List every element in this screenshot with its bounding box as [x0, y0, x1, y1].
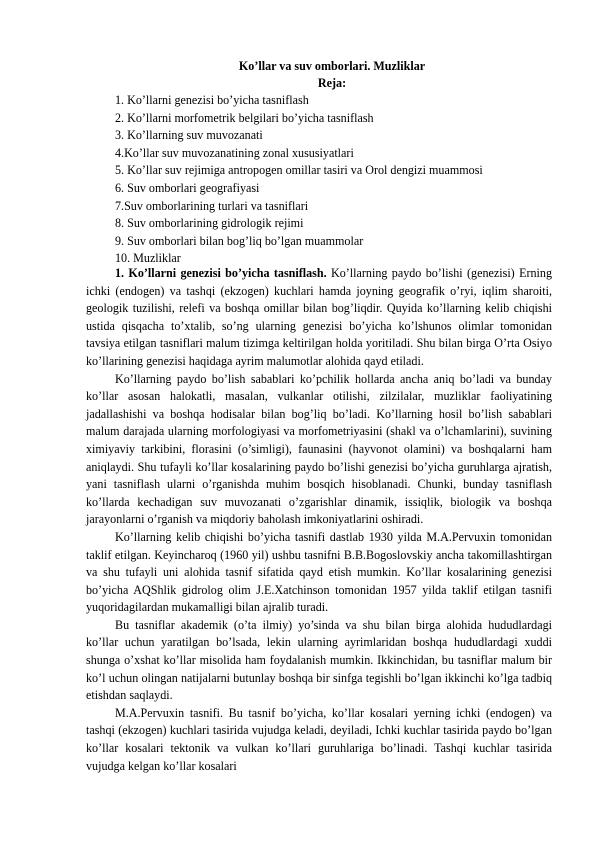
paragraph-text: Ko’llarning paydo bo’lishi (genezisi) Erning ichki (endogen) va tashqi (ekzogen) kuchlari hamda joyning geografik o’ryi, iqlim sharoiti, geologik tuzilishi, relefi va boshqa omillar bilan bog’liqdir. Quyida ko’llarning kelib chiqishi ustida qisqacha to’xtalib, so’ng ularning genezisi bo’yicha ko’lshunos olimlar tomonidan tavsiya etilgan tasniflari malum tizimga keltirilgan holda yoritiladi. Shu bilan birga O’rta Osiyo ko’llarining genezisi haqidaga ayrim malumotlar alohida qayd etiladi.: [86, 266, 552, 368]
plan-heading: Reja:: [317, 76, 347, 90]
document-body: [86, 265, 552, 775]
plan-item: 10. Muzliklar: [115, 251, 181, 266]
plan-item: 2. Ko’llarni morfometrik belgilari bo’yicha tasniflash: [115, 110, 374, 125]
plan-item: 8. Suv omborlarining gidrologik rejimi: [115, 216, 304, 231]
plan-item: 1. Ko’llarni genezisi bo’yicha tasniflash: [115, 93, 309, 107]
plan-item: 5. Ko’llar suv rejimiga antropogen omillar tasiri va Orol dengizi muammosi: [115, 163, 483, 178]
paragraph: [86, 265, 552, 371]
document-title: Ko’llar va suv omborlari. Muzliklar: [238, 59, 426, 73]
plan-item: 3. Ko’llarning suv muvozanati: [115, 128, 263, 143]
paragraph: M.A.Pervuxin tasnifi. Bu tasnif bo’yicha, ko’llar kosalari yerning ichki (endogen) va tashqi (ekzogen) kuchlari tasirida vujudga keladi, deyiladi, Ichki kuchlar tasirida paydo bo’lgan ko’llar kosalari tektonik va vulkan ko’llari guruhlariga bo’linadi. Tashqi kuchlar tasirida vujudga kelgan ko’llar kosalari: [86, 705, 552, 773]
plan-item: 7.Suv omborlarining turlari va tasniflari: [115, 198, 309, 213]
section-heading: 1. Ko’llarni genezisi bo’yicha tasniflash.: [115, 266, 327, 280]
plan-item: 9. Suv omborlari bilan bog’liq bo’lgan muammolar: [115, 233, 364, 248]
plan-item: 6. Suv omborlari geografiyasi: [115, 180, 260, 195]
plan-list: [115, 92, 483, 268]
paragraph: Ko’llarning kelib chiqishi bo’yicha tasnifi dastlab 1930 yilda M.A.Pervuxin tomonidan taklif etilgan. Keyincharoq (1960 yil) ushbu tasnifni B.B.Bogoslovskiy ancha takomillashtirgan va shu tufayli uni alohida tasnif sifatida qayd etish mumkin. Ko’llar kosalarining genezisi bo’yicha AQShlik gidrolog olim J.E.Xatchinson tomonidan 1957 yilda taklif etilgan tasnifi yuqoridagilardan mukamalligi bilan ajralib turadi.: [86, 529, 552, 615]
plan-item: 4.Ko’llar suv muvozanatining zonal xususiyatlari: [115, 145, 354, 160]
paragraph: Ko’llarning paydo bo’lish sabablari ko’pchilik hollarda ancha aniq bo’ladi va bunday ko’llar asosan halokatli, masalan, vulkanlar otilishi, zilzilalar, muzliklar faoliyatining jadallashishi va boshqa hodisalar bilan bog’liq bo’ladi. Ko’llarning hosil bo’lish sabablari malum darajada ularning morfologiyasi va morfometriyasini (shakl va o’lchamlarini), suvining ximiyaviy tarkibini, florasini (o’simligi), faunasini (hayvonot olamini) va boshqalarni ham aniqlaydi. Shu tufayli ko’llar kosalarining paydo bo’lishi genezisi bo’yicha guruhlarga ajratish, yani tasniflash ularni o’rganishda muhim bosqich hisoblanadi. Chunki, bunday tasniflash ko’llarda kechadigan suv muvozanati o’zgarishlar dinamik, issiqlik, biologik va boshqa jarayonlarni o’rganish va miqdoriy baholash imkoniyatlarini oshiradi.: [86, 371, 552, 527]
paragraph: Bu tasniflar akademik (o’ta ilmiy) yo’sinda va shu bilan birga alohida hududlardagi ko’llar uchun yaratilgan bo’lsada, lekin ularning ayrimlaridan boshqa hududlardagi xuddi shunga o’xshat ko’llar misolida ham foydalanish mumkin. Ikkinchidan, bu tasniflar malum bir ko’l uchun olingan natijalarni butunlay boshqa bir sinfga tegishli bo’lgan ikkinchi ko’lga tadbiq etishdan saqlaydi.: [86, 617, 552, 703]
